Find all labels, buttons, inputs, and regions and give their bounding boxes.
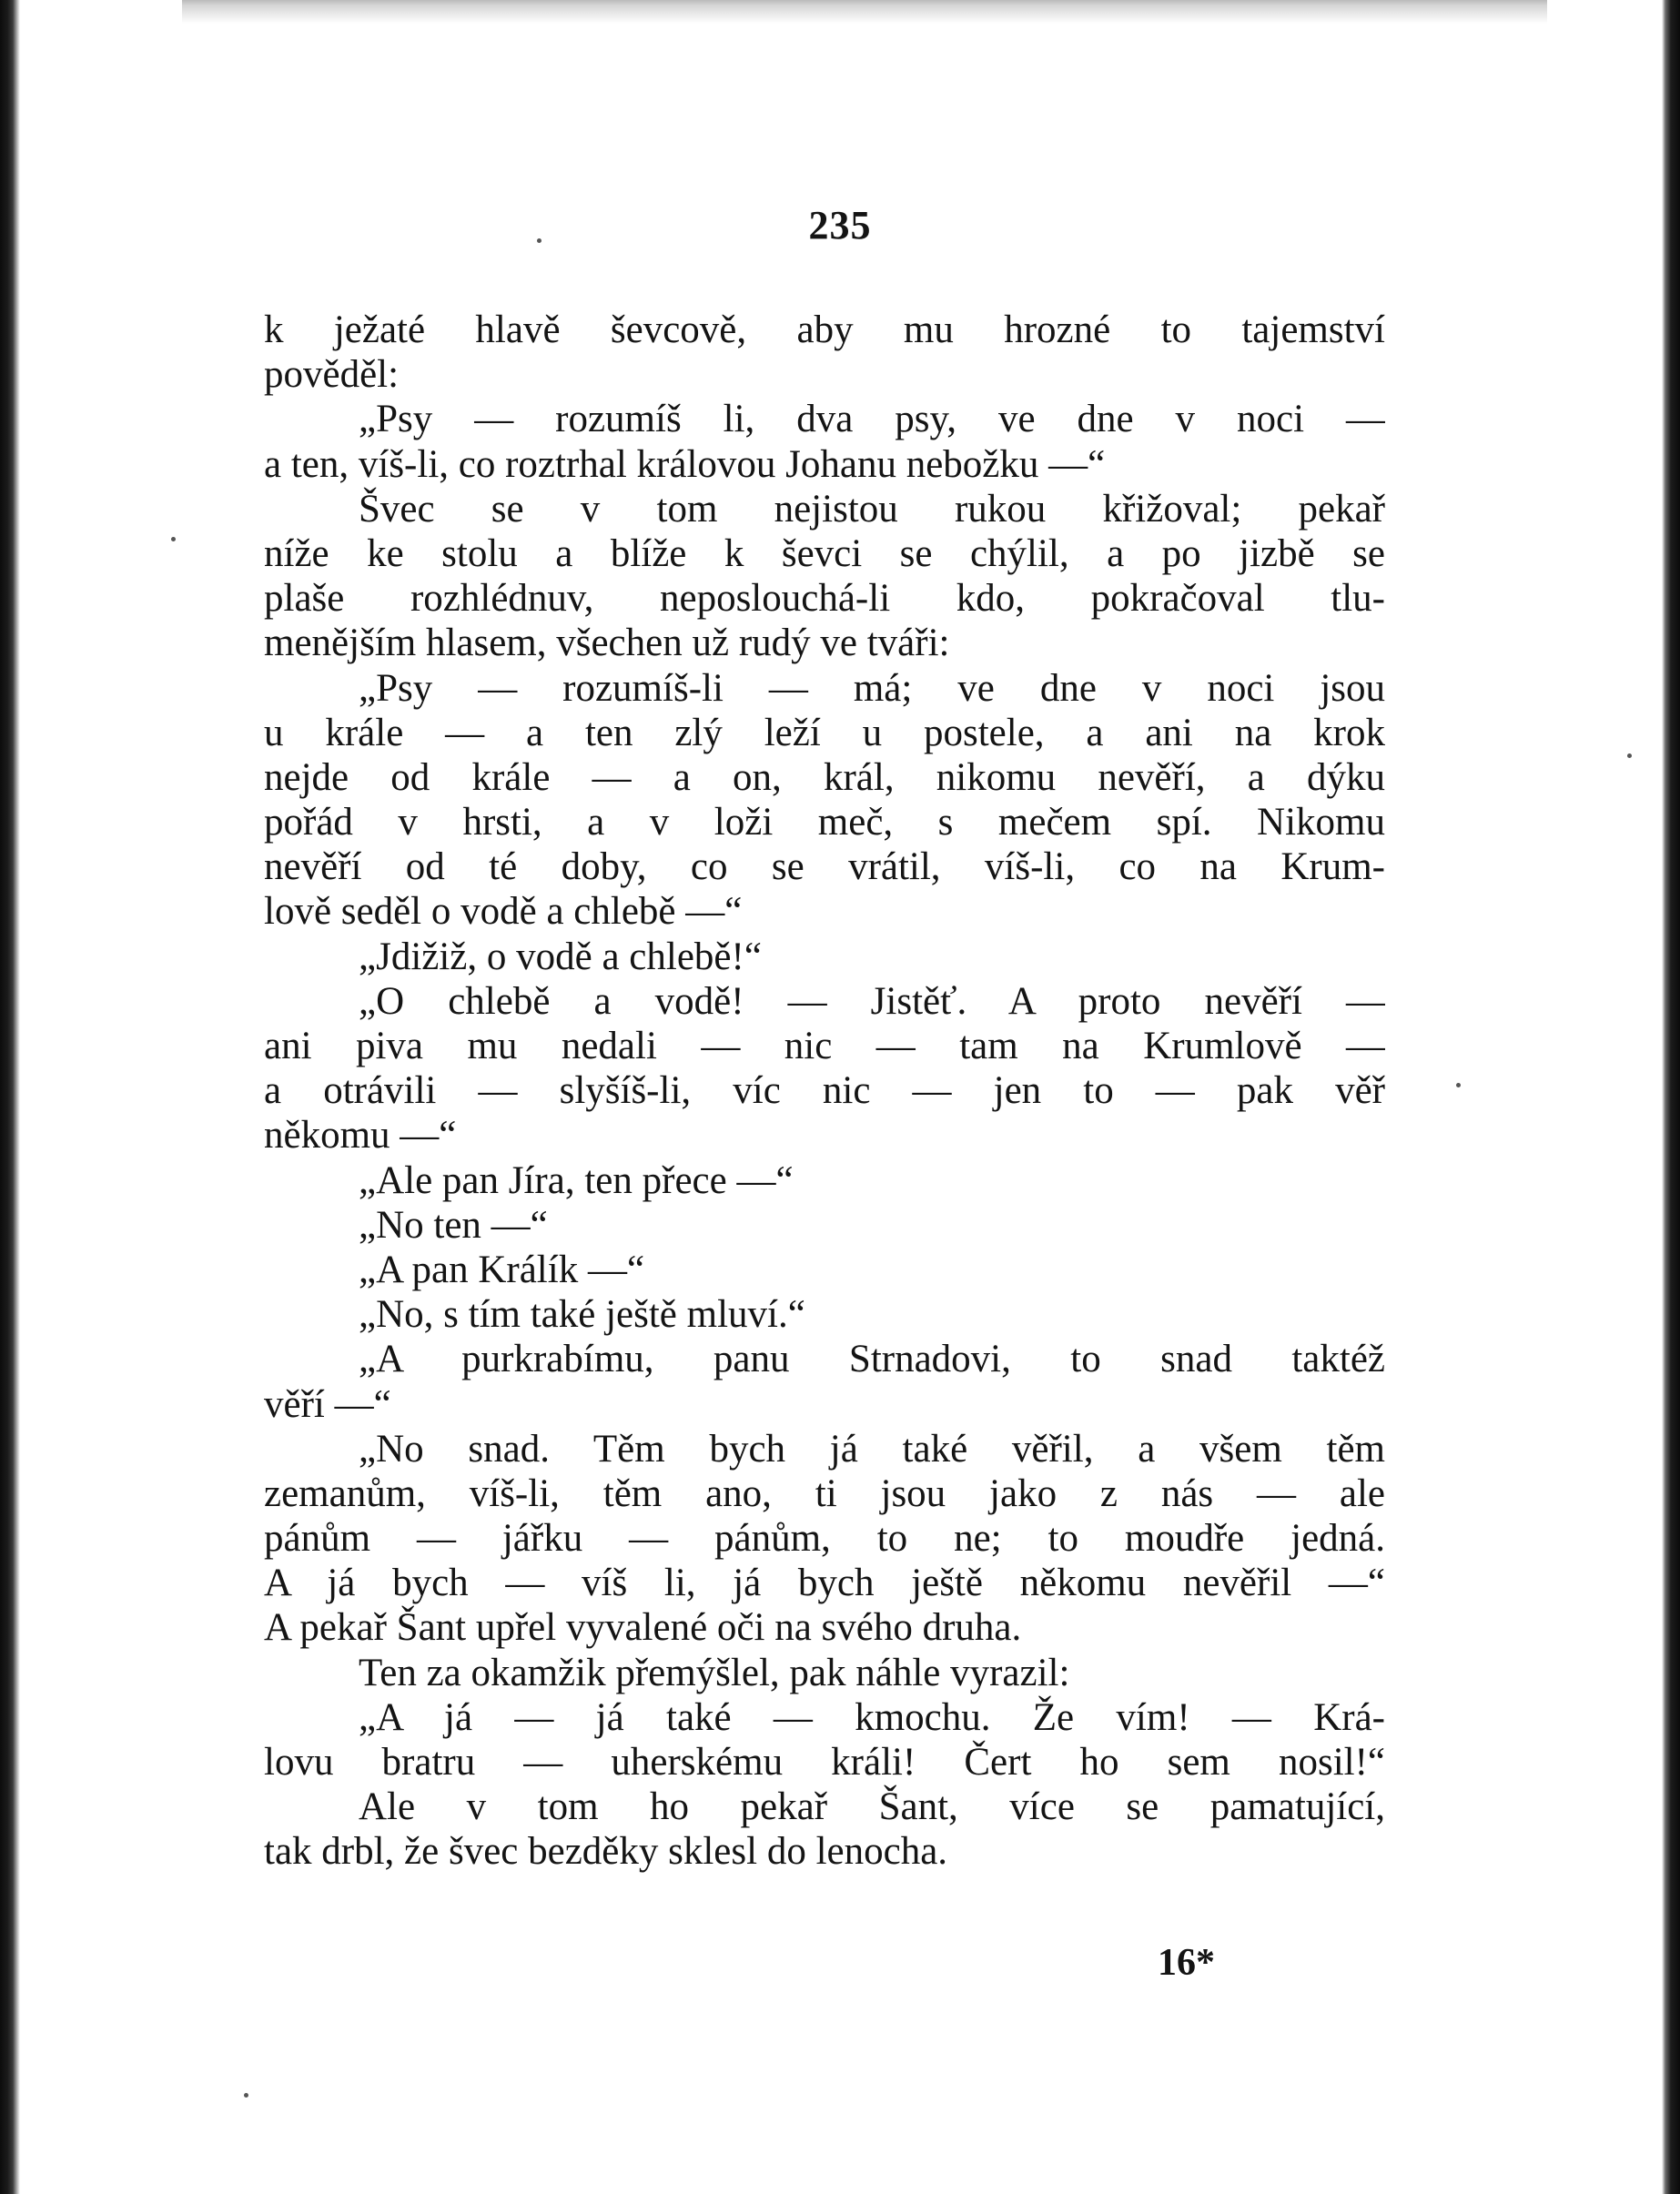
body-text [264,308,1385,1875]
printer-signature: 16* [1158,1942,1215,1984]
scan-speck [244,2093,248,2098]
text-line: „No snad. Těm bych já také věřil, a všem těm [359,1427,1385,1471]
text-line: lovu bratru — uherskému králi! Čert ho sem nosil!“ [264,1741,1385,1784]
text-line: „A purkrabímu, panu Strnadovi, to snad taktéž [359,1338,1385,1381]
text-line: „Ale pan Jíra, ten přece —“ [359,1158,794,1202]
text-line: „O chlebě a vodě! — Jistěť. A proto nevěří — [359,979,1385,1023]
text-line: zemanům, víš-li, těm ano, ti jsou jako z nás — ale [264,1471,1385,1515]
text-line: „Psy — rozumíš-li — má; ve dne v noci jsou [359,666,1385,710]
text-line: věří —“ [264,1382,391,1426]
text-line: někomu —“ [264,1114,457,1158]
scan-edge-left [0,0,20,2194]
page-number: 235 [808,203,872,248]
text-line: a otrávili — slyšíš-li, víc nic — jen to — pak věř [264,1069,1385,1113]
text-line: nejde od krále — a on, král, nikomu nevěří, a dýku [264,755,1385,799]
text-line: nevěří od té doby, co se vrátil, víš-li, co na Krum- [264,845,1385,889]
text-line: Ale v tom ho pekař Šant, více se pamatující, [359,1785,1385,1829]
text-line: plaše rozhlédnuv, neposlouchá-li kdo, pokračoval tlu- [264,577,1385,621]
text-line: k ježaté hlavě ševcově, aby mu hrozné to tajemství [264,308,1385,351]
text-line: „No ten —“ [359,1203,548,1247]
text-line: „A já — já také — kmochu. Že vím! — Krá- [359,1695,1385,1739]
scan-edge-right [1662,0,1680,2194]
text-line: lově seděl o vodě a chlebě —“ [264,890,743,934]
scan-speck [171,537,176,541]
text-line: níže ke stolu a blíže k ševci se chýlil, a po jizbě se [264,531,1385,575]
text-line: ani piva mu nedali — nic — tam na Krumlově — [264,1025,1385,1067]
text-line: „A pan Králík —“ [359,1248,645,1291]
text-line: menějším hlasem, všechen už rudý ve tváři: [264,622,950,665]
scan-speck [1456,1083,1461,1087]
text-line: pořád v hrsti, a v loži meč, s mečem spí. Nikomu [264,801,1385,844]
scan-edge-top [182,0,1547,24]
text-line: Švec se v tom nejistou rukou křižoval; pekař [359,487,1385,531]
text-line: „Psy — rozumíš li, dva psy, ve dne v noci — [359,398,1385,441]
text-line: Ten za okamžik přemýšlel, pak náhle vyrazil: [359,1651,1070,1694]
text-line: u krále — a ten zlý leží u postele, a ani na krok [264,711,1385,754]
text-line: A pekař Šant upřel vyvalené oči na svého druha. [264,1606,1022,1650]
text-line: „Jdižiž, o vodě a chlebě!“ [359,935,762,978]
text-line: A já bych — víš li, já bych ještě někomu nevěřil —“ [264,1562,1385,1605]
text-line: „No, s tím také ještě mluví.“ [359,1293,805,1337]
text-line: pánům — jářku — pánům, to ne; to moudře jedná. [264,1517,1385,1561]
text-line: pověděl: [264,353,400,397]
text-line: a ten, víš-li, co roztrhal královou Johanu nebožku —“ [264,442,1106,486]
scan-speck [1627,753,1632,758]
text-line: tak drbl, že švec bezděky sklesl do lenocha. [264,1830,948,1874]
